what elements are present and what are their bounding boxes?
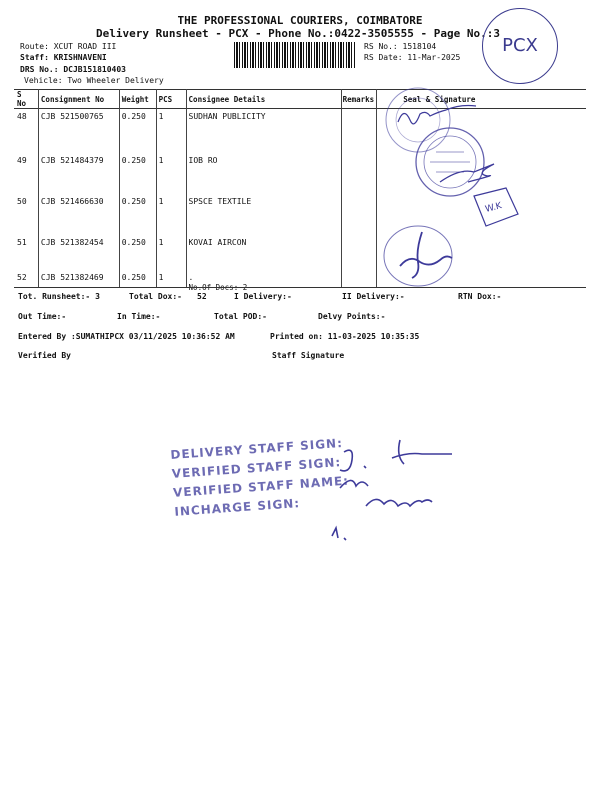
svg-text:W.K: W.K — [484, 201, 503, 215]
cell-sno: 50 — [17, 196, 27, 206]
signature-icon — [400, 232, 452, 278]
signature-icon — [330, 525, 346, 540]
total-dox-label: Total Dox:- — [129, 292, 182, 301]
consignee-name: . — [188, 272, 194, 282]
tot-runsheet: Tot. Runsheet:- 3 — [18, 292, 100, 301]
stamp-delivery-staff: DELIVERY STAFF SIGN: — [170, 435, 344, 462]
barcode — [234, 42, 356, 68]
stamp-verified-sign: VERIFIED STAFF SIGN: — [171, 455, 342, 481]
grid-line — [119, 89, 120, 287]
col-remarks: Remarks — [340, 90, 378, 109]
signature-icon — [392, 440, 452, 464]
runsheet-title: Delivery Runsheet - PCX - Phone No.:0422-3505555 - Page No.:3 — [96, 27, 500, 40]
pcx-stamp-logo: PCX — [482, 8, 558, 84]
cell-cno: CJB 521484379 — [40, 155, 104, 165]
cell-weight: 0.250 — [121, 155, 146, 165]
col-consignee: Consignee Details — [186, 90, 340, 109]
rs-date-label: RS Date: 11-Mar-2025 — [364, 53, 461, 62]
delivery-stamp — [170, 436, 351, 519]
rs-no-label: RS No.: 1518104 — [364, 42, 437, 51]
cell-cno: CJB 521382469 — [40, 272, 104, 282]
cell-sno: 52 — [17, 272, 27, 282]
cell-pcs: 1 — [158, 196, 164, 206]
grid-line — [38, 89, 39, 287]
cell-consignee: IOB RO — [188, 155, 218, 165]
stamp-signatures — [330, 432, 490, 552]
cell-weight: 0.250 — [121, 196, 146, 206]
grid-line — [186, 89, 187, 287]
col-seal: Seal & Signature — [377, 90, 586, 109]
signature-icon — [340, 480, 368, 488]
seal-signature-area — [370, 84, 530, 294]
cell-cno: CJB 521382454 — [40, 237, 104, 247]
vehicle-label: Vehicle: Two Wheeler Delivery — [24, 76, 164, 85]
signature-icon — [440, 164, 494, 182]
stamp-incharge: INCHARGE SIGN: — [173, 496, 301, 519]
col-sno: S No — [14, 90, 38, 109]
i-delivery-label: I Delivery:- — [234, 292, 292, 301]
verified-by-label: Verified By — [18, 351, 71, 360]
cell-pcs: 1 — [158, 112, 164, 121]
grid-line — [156, 89, 157, 287]
total-pod-label: Total POD:- — [214, 312, 267, 321]
grid-line — [341, 89, 342, 287]
cell-pcs: 1 — [158, 237, 164, 247]
out-time-label: Out Time:- — [18, 312, 67, 321]
in-time-label: In Time:- — [117, 312, 161, 321]
col-pcs: PCS — [156, 90, 186, 109]
cell-weight: 0.250 — [121, 272, 146, 282]
col-consignment: Consignment No — [38, 90, 119, 109]
doc-count: No.Of Docs: 2 — [188, 282, 248, 292]
cell-pcs: 1 — [158, 155, 164, 165]
entered-by: Entered By :SUMATHIPCX 03/11/2025 10:36:52 AM — [18, 332, 235, 341]
signature-icon — [366, 499, 432, 506]
drs-label: DRS No.: DCJB151810403 — [20, 65, 126, 74]
cell-consignee: SUDHAN PUBLICITY — [188, 112, 266, 121]
col-weight: Weight — [119, 90, 156, 109]
staff-label: Staff: KRISHNAVENI — [20, 53, 107, 62]
rtn-dox-label: RTN Dox:- — [458, 292, 502, 301]
route-label: Route: XCUT ROAD III — [20, 42, 117, 51]
signature-icon — [340, 450, 366, 471]
cell-sno: 48 — [17, 112, 27, 121]
cell-sno: 49 — [17, 155, 27, 165]
staff-signature-label: Staff Signature — [272, 351, 345, 360]
total-dox-value: 52 — [197, 292, 207, 301]
cell-cno: CJB 521500765 — [40, 112, 104, 121]
cell-consignee: KOVAI AIRCON — [188, 237, 247, 247]
delvy-points-label: Delvy Points:- — [318, 312, 386, 321]
stamp-verified-name: VERIFIED STAFF NAME: — [172, 473, 350, 500]
cell-weight: 0.250 — [121, 112, 146, 121]
cell-sno: 51 — [17, 237, 27, 247]
company-title: THE PROFESSIONAL COURIERS, COIMBATORE — [177, 14, 423, 27]
printed-on: Printed on: 11-03-2025 10:35:35 — [270, 332, 420, 341]
ii-delivery-label: II Delivery:- — [342, 292, 405, 301]
cell-consignee: SPSCE TEXTILE — [188, 196, 252, 206]
cell-pcs: 1 — [158, 272, 164, 282]
cell-weight: 0.250 — [121, 237, 146, 247]
cell-cno: CJB 521466630 — [40, 196, 104, 206]
cell-consignee — [186, 270, 340, 295]
